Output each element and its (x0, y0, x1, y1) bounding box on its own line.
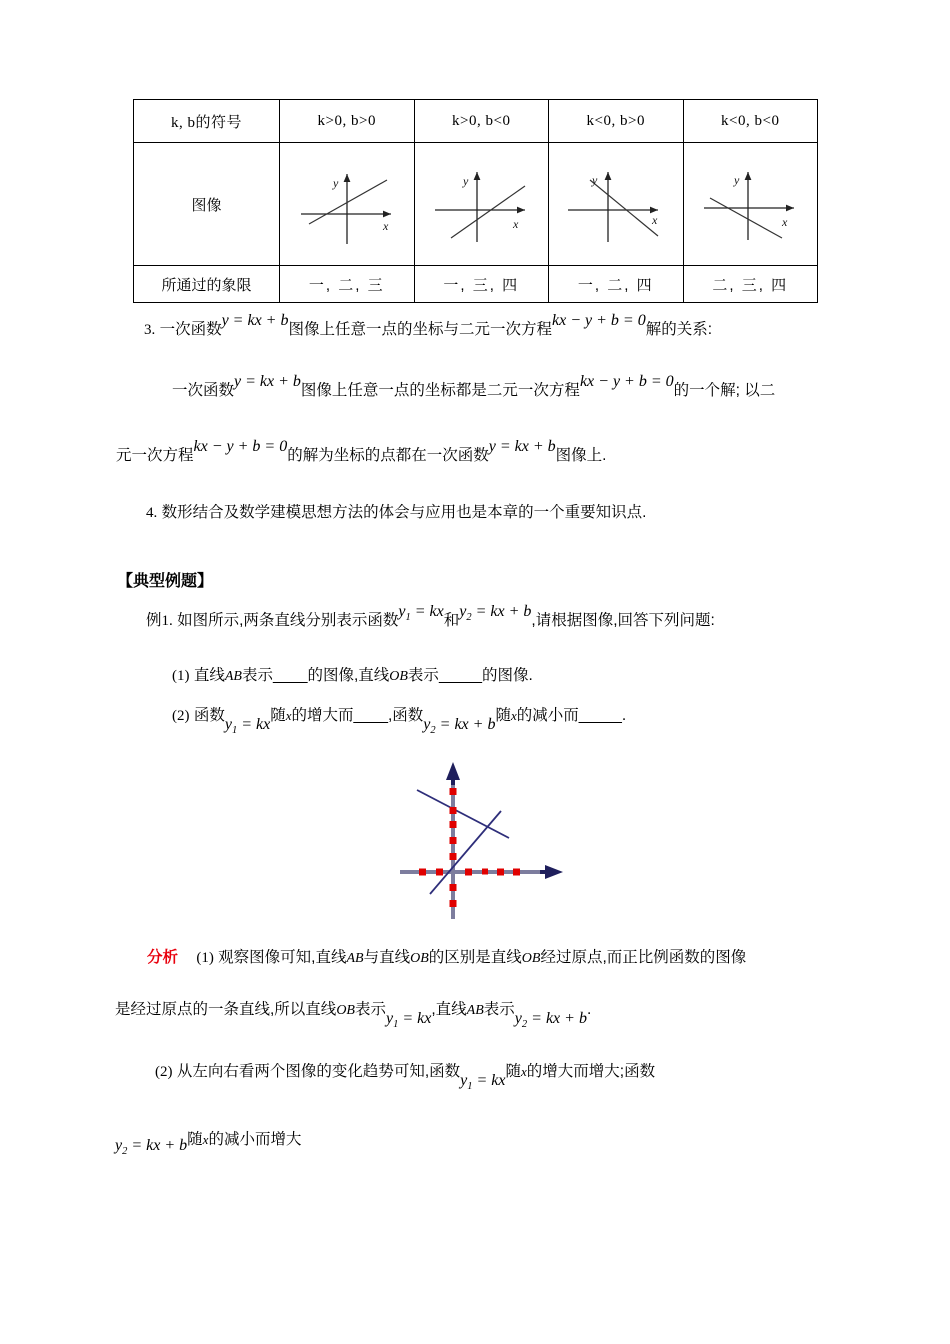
table-header-case-4: k<0, b<0 (683, 100, 818, 143)
x-axis-arrow-icon (545, 865, 563, 879)
analysis-l2-text-1: 是经过原点的一条直线,所以直线 (115, 1001, 337, 1018)
analysis-line-3 (155, 1062, 656, 1093)
analysis-l1-text-2: 与直线 (363, 949, 411, 966)
example1-question-1 (172, 666, 533, 687)
analysis-l2-line-ab: AB (466, 1003, 484, 1018)
analysis-l3-equation: $y_1$ = kx (460, 1072, 506, 1093)
question1-marker: (1) (172, 668, 190, 684)
analysis-l3-text-1: 从左向右看两个图像的变化趋势可知,函数 (176, 1063, 461, 1080)
question2-text-7: . (621, 707, 627, 724)
analysis-line-4 (115, 1130, 302, 1158)
item3-line2-text-1: 一次函数 (172, 382, 235, 399)
svg-text:y: y (734, 173, 740, 187)
table-header-case-2: k>0, b<0 (414, 100, 549, 143)
item3-text-3: 解的关系: (645, 321, 713, 338)
analysis-l2-text-4: 表示 (483, 1001, 515, 1018)
example1-equation-2: $y_2$ = kx + b (459, 603, 532, 624)
question1-blank-2[interactable]: _____ (438, 667, 483, 684)
table-quadrants-1: 一, 二, 三 (280, 266, 415, 303)
analysis-l3-text-2: 随 (505, 1063, 521, 1080)
question2-text-1: 函数 (193, 707, 225, 724)
analysis-l4-text-2: 的减小而增大 (208, 1131, 302, 1148)
table-label-graph: 图像 (134, 143, 280, 266)
table-row-graphs (134, 143, 818, 266)
item3-line3-equation-2: y = kx + b (488, 438, 556, 455)
line-AB (417, 790, 509, 838)
question2-text-5: 随 (495, 707, 511, 724)
coordinate-axes-two-lines-figure (385, 757, 630, 932)
question2-text-6: 的减小而 (516, 707, 579, 724)
question1-blank-1[interactable]: ____ (272, 667, 308, 684)
table-cell-graph-3 (549, 143, 684, 266)
question2-marker: (2) (172, 708, 190, 724)
table-quadrants-4: 二, 三, 四 (683, 266, 818, 303)
analysis-marker-1: (1) (196, 950, 214, 966)
analysis-l4-text-1: 随 (187, 1131, 203, 1148)
table-cell-graph-4 (683, 143, 818, 266)
item3-line2-equation-1: y = kx + b (234, 373, 301, 390)
question1-text-1: 直线 (193, 667, 225, 684)
example1-line (146, 603, 715, 634)
analysis-marker-2: (2) (155, 1064, 173, 1080)
item3-line3-equation-1: kx − y + b = 0 (193, 438, 288, 455)
question1-line-ab: AB (224, 669, 242, 684)
svg-text:y: y (591, 173, 598, 187)
item3-line2-text-2: 图像上任意一点的坐标都是二元一次方程 (300, 382, 580, 399)
table-cell-graph-1 (280, 143, 415, 266)
item3-number: 3. (144, 322, 156, 338)
item3-line2 (172, 373, 776, 402)
table-header-signs (134, 100, 280, 143)
analysis-line-2 (115, 1000, 592, 1031)
item3-line1 (144, 312, 713, 341)
item3-equation-2: kx − y + b = 0 (552, 312, 646, 329)
item3-line2-text-3: 的一个解; 以二 (673, 382, 776, 399)
item3-line3-text-3: 图像上. (555, 447, 607, 464)
question2-equation-1: $y_1$ = kx (224, 716, 271, 737)
question2-equation-2: $y_2$ = kx + b (423, 716, 496, 737)
analysis-l2-text-2: 表示 (354, 1001, 386, 1018)
svg-text:x: x (382, 219, 389, 233)
question1-text-5: 的图像. (482, 667, 533, 684)
example1-text-2: 和 (443, 612, 460, 629)
analysis-l1-text-4: 经过原点,而正比例函数的图像 (540, 949, 747, 966)
example1-equation-1: $y_1$ = kx (398, 603, 444, 624)
analysis-l2-text-3: ,直线 (431, 1001, 467, 1018)
analysis-l1-line-ab: AB (346, 951, 364, 966)
item3-text-2: 图像上任意一点的坐标与二元一次方程 (288, 321, 552, 338)
item4-text: 数形结合及数学建模思想方法的体会与应用也是本章的一个重要知识点. (161, 504, 647, 521)
svg-text:y: y (463, 174, 469, 188)
mini-graph-falling-negative-intercept (690, 158, 810, 250)
analysis-l1-text-1: 观察图像可知,直线 (218, 949, 347, 966)
y-axis-arrow-icon (446, 762, 460, 780)
section-heading-typical-examples: 【典型例题】 (117, 573, 214, 590)
analysis-l1-line-ob-1: OB (410, 951, 429, 966)
mini-graph-falling-positive-intercept (556, 158, 676, 250)
question2-variable-1: x (285, 708, 292, 723)
example1-text-1: 如图所示,两条直线分别表示函数 (177, 612, 399, 629)
linear-function-sign-table (133, 99, 818, 303)
mini-graph-rising-negative-intercept (421, 158, 541, 250)
question1-text-2: 表示 (241, 667, 273, 684)
table-row-headers (134, 100, 818, 143)
analysis-l1-text-3: 的区别是直线 (428, 949, 522, 966)
question1-text-4: 表示 (407, 667, 439, 684)
example1-text-3: ,请根据图像,回答下列问题: (531, 612, 715, 629)
item3-line2-equation-2: kx − y + b = 0 (579, 373, 674, 390)
table-cell-graph-2 (414, 143, 549, 266)
analysis-l4-equation: $y_2$ = kx + b (115, 1137, 188, 1158)
item3-line3 (116, 438, 607, 467)
analysis-line-1 (147, 948, 746, 969)
analysis-l2-equation-1: $y_1$ = kx (386, 1010, 432, 1031)
example1-number: 1. (161, 613, 173, 629)
example1-label: 例 (146, 612, 162, 629)
mini-graph-rising-positive-intercept (287, 158, 407, 250)
question2-text-2: 随 (270, 707, 286, 724)
item3-text-1: 一次函数 (159, 321, 222, 338)
item4-line (146, 503, 646, 524)
svg-text:y: y (332, 176, 339, 190)
analysis-l2-equation-2: $y_2$ = kx + b (514, 1010, 587, 1031)
table-row-quadrants (134, 266, 818, 303)
analysis-l3-text-3: 的增大而增大;函数 (526, 1063, 656, 1080)
analysis-l3-variable: x (521, 1064, 527, 1079)
analysis-l2-text-5: . (586, 1001, 592, 1018)
analysis-label: 分析 (147, 949, 179, 966)
question2-text-4: ,函数 (387, 707, 424, 724)
example1-question-2 (172, 706, 627, 737)
analysis-l1-line-ob-2: OB (521, 951, 541, 966)
item4-number: 4. (146, 505, 158, 521)
question1-text-3: 的图像,直线 (307, 667, 390, 684)
analysis-l4-variable: x (202, 1132, 209, 1147)
item3-line3-text-1: 元一次方程 (116, 447, 194, 464)
table-quadrants-2: 一, 三, 四 (414, 266, 549, 303)
analysis-l2-line-ob: OB (336, 1003, 355, 1018)
table-header-case-1: k>0, b>0 (280, 100, 415, 143)
svg-text:x: x (782, 215, 788, 229)
svg-text:x: x (513, 217, 519, 231)
svg-text:x: x (651, 213, 658, 227)
item3-equation-1: y = kx + b (221, 312, 289, 329)
question2-blank-1[interactable]: ____ (353, 707, 388, 724)
item3-line3-text-2: 的解为坐标的点都在一次函数 (287, 447, 489, 464)
line-OB (430, 811, 501, 894)
question2-blank-2[interactable]: _____ (578, 707, 622, 724)
question2-text-3: 的增大而 (291, 707, 354, 724)
question2-variable-2: x (510, 708, 517, 723)
table-header-case-3: k<0, b>0 (549, 100, 684, 143)
table-header-signs-text: k, b的符号 (170, 114, 242, 131)
table-quadrants-3: 一, 二, 四 (549, 266, 684, 303)
table-label-quadrants: 所通过的象限 (134, 266, 280, 303)
question1-line-ob: OB (389, 669, 408, 684)
